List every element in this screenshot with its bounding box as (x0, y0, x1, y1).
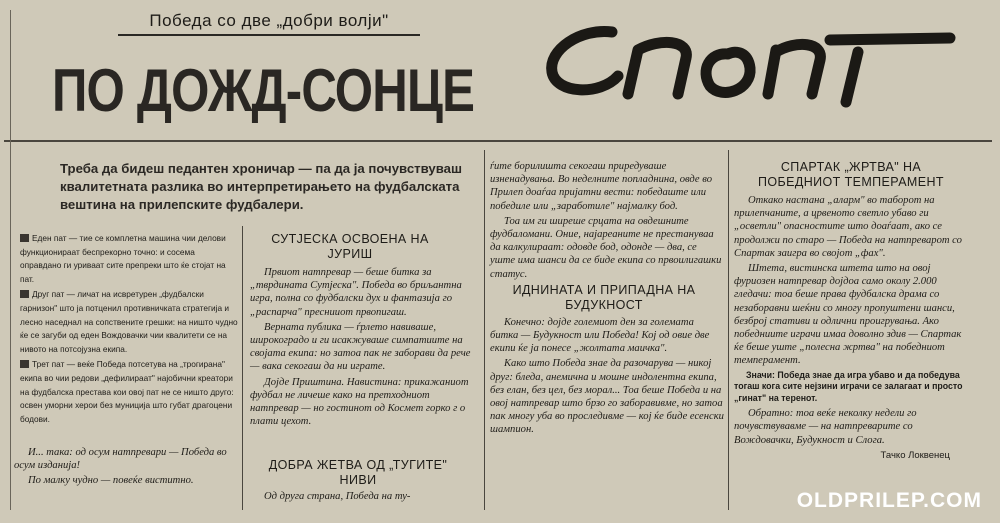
column-divider-left (242, 226, 243, 510)
col2-body-1 (250, 266, 480, 428)
col4-body-1 (734, 194, 970, 368)
kicker-subtitle: Победа со две „добри волји" (118, 8, 420, 36)
col1-para-4: И... така: од осум натпревари — Победа во осум изданија! (14, 447, 227, 472)
col2-para-2: Верната публика — ѓрлето навиваше, широкоградо и ги исакжуваше симпатиите на својата екипа: но затоа пак не заборави да рече — вака секогаш да ни играте. (250, 321, 471, 373)
page-left-edge (10, 10, 11, 510)
column-1 (20, 232, 238, 428)
bullet-icon (20, 360, 29, 368)
sport-logo (540, 10, 960, 120)
logo-letter-r (768, 44, 820, 94)
col4-para-4: Обратно: тоа веќе неколку недели го почувствувавме — на натпреварите со Вождовачки, Будукност и Слога. (734, 408, 917, 446)
col4-para-1: Откако настана „аларм" во таборот на прилепчаните, а црвеното светло убаво ги „осветли" опасностите што доаѓаат, ако се продолжи по старо — Победа на натпреварот со Спартак заигра во својот „фах". (734, 195, 962, 259)
col4-subheading: СПАРТАК „ЖРТВА" НА ПОБЕДНИОТ ТЕМПЕРАМЕНТ (758, 160, 944, 189)
col2-para-1: Првиот натпревар — беше битка за „тврдината Сутјеска". Победа во бриљантна игра, полна со фудбалски дух и фантазија го „распарча" преснииот првопигаш. (250, 267, 462, 318)
header-divider (4, 140, 992, 142)
col1-para-3: Трет пат — веќе Победа потсетува на „трогирана" екипа во чии редови „дефилираат" најобични креатори на фудбалска престава кои овој пат не се ништо друго: освен уморни херои без муниција што губат драгоцени бодови. (20, 359, 234, 424)
col2-para-4: Од друга страна, Победа на ту- (264, 491, 411, 502)
col3-para-3: Конечно: дојде големиот ден за големата битка — Будукност или Победа! Кој од овие две екипи ќе ја понесе „жолтата маичка". (490, 316, 710, 355)
col4-para-3: Значи: Победа знае да игра убаво и да победува тогаш кога сите нејзини играчи се залагаат и просто „гинат" на теренот. (734, 369, 963, 403)
col1-para-5: По малку чудно — повеќе виститно. (28, 475, 194, 487)
col3-body-1 (490, 160, 724, 281)
lead-paragraph: Треба да бидеш педантен хроничар — па да ја почувствуваш квалитетната разлика во интерпретирањето на фудбалската вештина на прилепските фудбалери. (60, 161, 462, 212)
col2-subheading-2: ДОБРА ЖЕТВА ОД „ТУГИТЕ" НИВИ (268, 458, 448, 487)
col3-body-2 (490, 316, 724, 437)
col3-para-2: Тоа им ги шиpеше срцата на овдешните фудбаломани. Оние, наjаpеаните не престануваа да калкулираат: одовде бод, одонде — два, се уште има шанси да се биде екипа со првоилигашки статус. (490, 215, 722, 280)
col3-subheading: ИДНИНАТА И ПРИПАДНА НА БУДУКНОСТ (512, 282, 696, 312)
column-divider-right (728, 150, 729, 510)
col4-para-2: Штета, вистинска штета што на овој фуриозен натпревар дојдоа само околу 2.000 гледачи: тоа беше права фудбалска драма со незаборавни шеќни со многу пропуштени шанси, безброј стативи и одлични проигрувања. Ако победниите играчи имаа доволно здив — Спартак ќе беше уште „полесна жртва" на победниот темперамент. (734, 263, 962, 367)
watermark: OLDPRILEP.COM (796, 489, 982, 512)
column-1-italic (14, 446, 238, 490)
logo-letter-o (706, 52, 750, 92)
column-3 (490, 160, 724, 439)
col1-para-1: Еден пат — тие се комплетна машина чии делови функционираат беспрекорно точно: и сосема оправдано ги уриваат сите препреки што ќе стојат на пат. (20, 233, 226, 284)
logo-letter-t (830, 38, 950, 102)
column-4 (734, 160, 970, 461)
col3-para-4: Како што Победа знае да разочарува — никој друг: бледа, анемична и мошне индолентна екипа, без елан, без цел, без морал... Тоа беше Победа и на овој натпревар што брзо го заборавивме, но затоа пак многу уба во проследивме — кој ќе биде есенски шампион. (490, 358, 724, 436)
author-signature: Тачко Локвенец (880, 449, 950, 461)
column-2 (250, 232, 480, 430)
col1-para-2: Друг пат — личат на исвретурен „фудбалски гарнизон" што ја потценил противничката стратегија и лесно наседнал на сопствените грешки: на ништо чудно ќе се загуби од еден Вождовачки чии квалитети се на нивото на потсојузна екипа. (20, 289, 238, 354)
logo-text: Спорт (745, 115, 748, 116)
col2-para-3: Дојде Приштина. Навистина: прикажаниот фудбал не личеше како на претходниот натпревар — но гостинот од Космет горко г о плати цехот. (250, 376, 469, 428)
bullet-icon (20, 234, 29, 242)
logo-letter-c (552, 32, 618, 90)
headline: ПО ДОЖД-СОНЦЕ (52, 57, 475, 124)
logo-letter-p (628, 42, 686, 94)
col3-para-1: ѓите борилишта секогаш приредуваше изненадувања. Во неделните попладнина, овде во Прилеп доаѓаа пријатни вести: победаште или победиле или „заработиле" најмалку бод. (490, 161, 713, 212)
col2-body-2 (250, 490, 480, 505)
col4-body-2 (734, 407, 970, 447)
col2-subheading-1: СУТЈЕСКА ОСВОЕНА НА ЈУРИШ (271, 232, 429, 261)
bullet-icon (20, 290, 29, 298)
column-divider-center (484, 150, 485, 510)
